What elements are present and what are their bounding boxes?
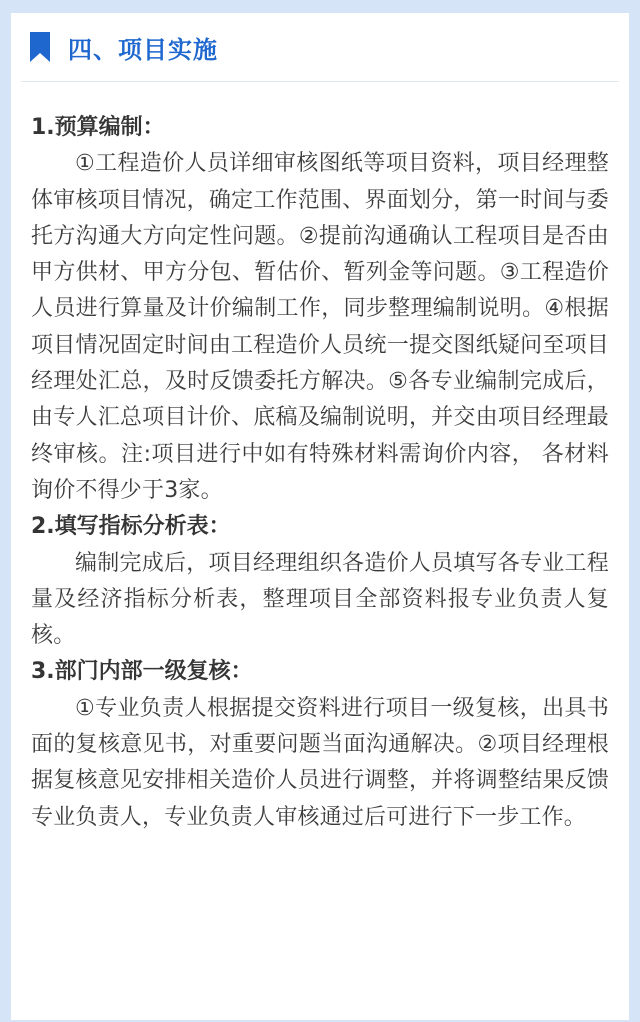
section-title: 四、项目实施 bbox=[68, 35, 218, 64]
item-heading-first-review: 3.部门内部一级复核： bbox=[31, 659, 253, 685]
section-body bbox=[31, 82, 609, 836]
item-text-first-review: ①专业负责人根据提交资料进行项目一级复核，出具书面的复核意见书，对重要问题当面沟通解决。②项目经理根据复核意见安排相关造价人员进行调整，并将调整结果反馈专业负责人，专业负责人审核通过后可进行下一步工作。 bbox=[31, 695, 609, 830]
content-card bbox=[11, 13, 629, 1020]
bookmark-icon bbox=[30, 32, 50, 62]
item-heading-indicator-table: 2.填写指标分析表： bbox=[31, 514, 231, 540]
item-text-budget: ①工程造价人员详细审核图纸等项目资料，项目经理整体审核项目情况，确定工作范围、界面划分，第一时间与委托方沟通大方向定性问题。②提前沟通确认工程项目是否由甲方供材、甲方分包、暂估价、暂列金等问题。③工程造价人员进行算量及计价编制工作，同步整理编制说明。④根据项目情况固定时间由工程造价人员统一提交图纸疑问至项目经理处汇总，及时反馈委托方解决。⑤各专业编制完成后，由专人汇总项目计价、底稿及编制说明，并交由项目经理最终审核。注:项目进行中如有特殊材料需询价内容， 各材料询价不得少于3家。 bbox=[31, 151, 609, 503]
section-header bbox=[21, 13, 619, 82]
item-text-indicator-table: 编制完成后，项目经理组织各造价人员填写各专业工程量及经济指标分析表，整理项目全部资料报专业负责人复核。 bbox=[31, 550, 609, 649]
item-heading-budget: 1.预算编制： bbox=[31, 115, 165, 140]
